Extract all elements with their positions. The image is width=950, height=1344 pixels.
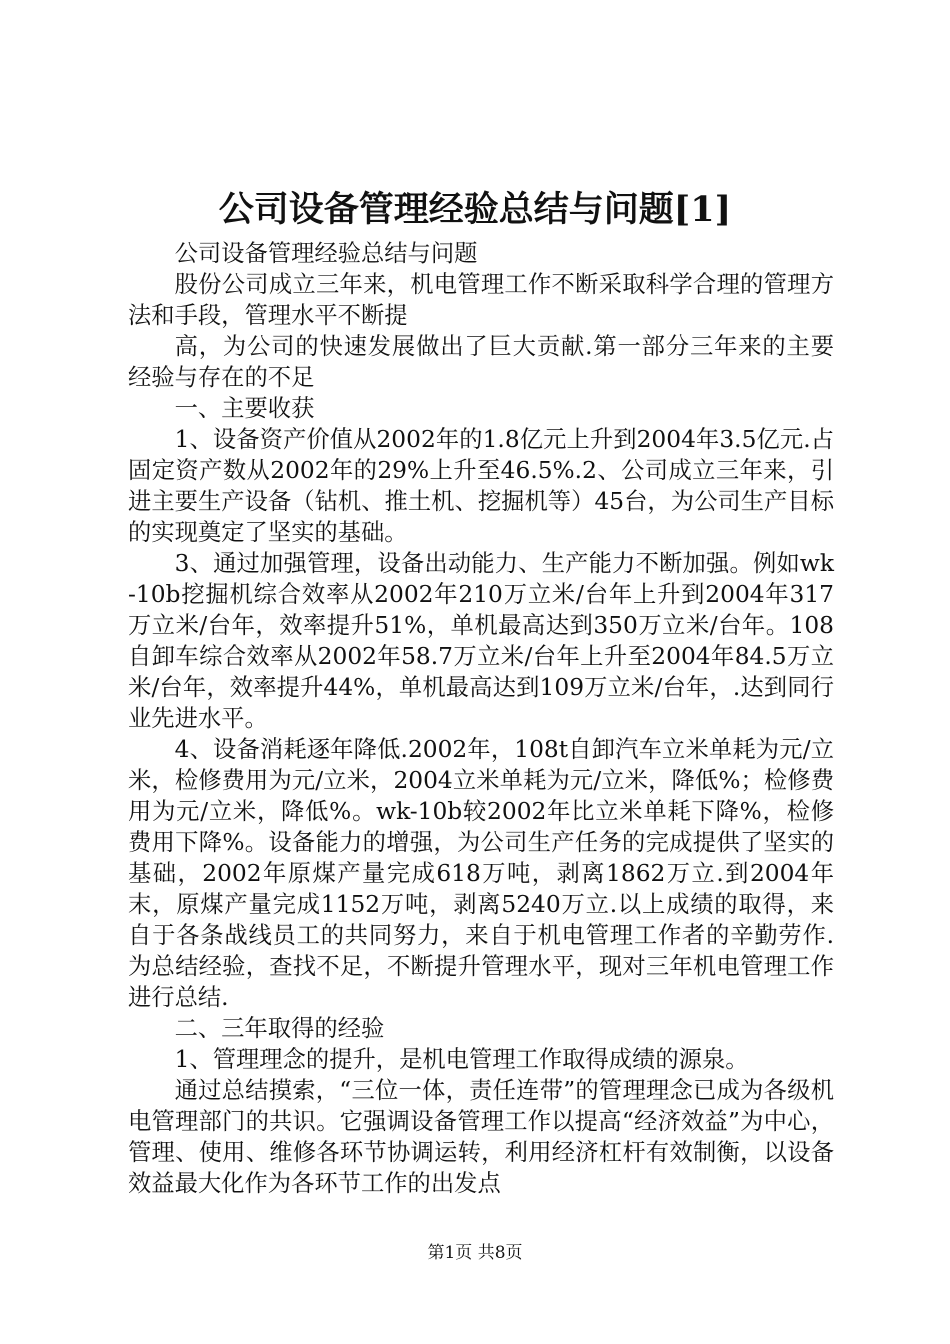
paragraph-experience-1-detail: 通过总结摸索，“三位一体，责任连带”的管理理念已成为各级机电管理部门的共识。它强调设备管理工作以提高“经济效益”为中心，管理、使用、维修各环节协调运转，利用经济杠杆有效制衡，以设备效益最大化作为各环节工作的出发点 xyxy=(128,1077,834,1197)
paragraph-experience-1: 1、管理理念的提升，是机电管理工作取得成绩的源泉。 xyxy=(174,1046,749,1073)
section-heading-experience: 二、三年取得的经验 xyxy=(174,1015,385,1042)
document-title: 公司设备管理经验总结与问题[1] xyxy=(218,189,732,230)
paragraph-item-4: 4、设备消耗逐年降低.2002年，108t自卸汽车立米单耗为元/立米，检修费用为元/立米，2004立米单耗为元/立米，降低%；检修费用为元/立米，降低%。wk-10b较2002年比立米单耗下降%，检修费用下降%。设备能力的增强，为公司生产任务的完成提供了坚实的基础，2002年原煤产量完成618万吨，剥离1862万立.到2004年末，原煤产量完成1152万吨，剥离5240万立.以上成绩的取得，来自于各条战线员工的共同努力，来自于机电管理工作者的辛勤劳作.为总结经验，查找不足，不断提升管理水平，现对三年机电管理工作进行总结. xyxy=(128,736,834,1011)
page-indicator: 第1页 共8页 xyxy=(427,1243,523,1263)
paragraph-intro-continued: 高，为公司的快速发展做出了巨大贡献.第一部分三年来的主要经验与存在的不足 xyxy=(128,333,834,391)
document-body xyxy=(128,238,834,1199)
paragraph-item-1: 1、设备资产价值从2002年的1.8亿元上升到2004年3.5亿元.占固定资产数从2002年的29%上升至46.5%.2、公司成立三年来，引进主要生产设备（钻机、推土机、挖掘机等）45台，为公司生产目标的实现奠定了坚实的基础。 xyxy=(128,426,834,546)
paragraph-subtitle: 公司设备管理经验总结与问题 xyxy=(174,240,478,267)
section-heading-main-gains: 一、主要收获 xyxy=(174,395,315,422)
paragraph-intro: 股份公司成立三年来，机电管理工作不断采取科学合理的管理方法和手段，管理水平不断提 xyxy=(128,271,834,329)
paragraph-item-3: 3、通过加强管理，设备出动能力、生产能力不断加强。例如wk-10b挖掘机综合效率从2002年210万立米/台年上升到2004年317万立米/台年，效率提升51%，单机最高达到350万立米/台年。108自卸车综合效率从2002年58.7万立米/台年上升至2004年84.5万立米/台年，效率提升44%，单机最高达到109万立米/台年，.达到同行业先进水平。 xyxy=(128,550,834,732)
